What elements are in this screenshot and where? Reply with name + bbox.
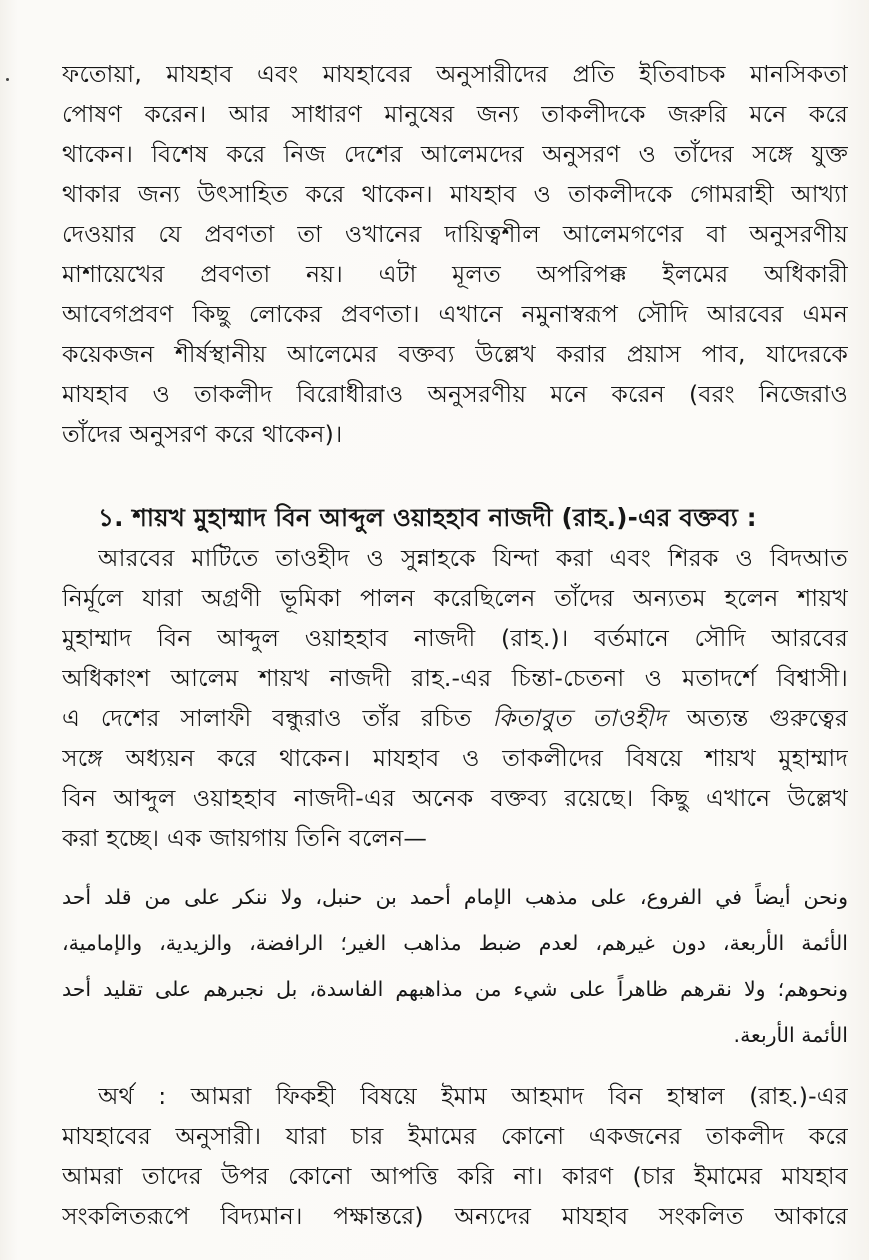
paragraph1-line: তাঁদের অনুসরণ করে থাকেন)। <box>62 420 343 448</box>
book-line-before: এ দেশের সালাফী বন্ধুরাও তাঁর রচিত <box>62 704 493 732</box>
scan-speck <box>6 78 9 81</box>
paragraph2-book-line <box>62 702 848 734</box>
paragraph1-line: কয়েকজন শীর্ষস্থানীয় আলেমের বক্তব্য উল্লেখ করার প্রয়াস পাব, যাদেরকে <box>62 340 848 368</box>
paragraph2-line: অধিকাংশ আলেম শায়খ নাজদী রাহ.-এর চিন্তা-চেতনা ও মতাদর্শে বিশ্বাসী। <box>62 664 848 692</box>
paragraph2-line: আরবের মাটিতে তাওহীদ ও সুন্নাহকে যিন্দা করা এবং শিরক ও বিদআত <box>98 544 848 572</box>
translation-line: অর্থ : আমরা ফিকহী বিষয়ে ইমাম আহমাদ বিন হাম্বাল (রাহ.)-এর <box>98 1082 848 1110</box>
arabic-quote-line: الأئمة الأربعة. <box>733 1023 848 1047</box>
arabic-quote-line: ونحوهم؛ ولا نقرهم ظاهراً على شيء من مذاهبهم الفاسدة، بل نجبرهم على تقليد أحد <box>62 977 848 1001</box>
paragraph2-line: বিন আব্দুল ওয়াহহাব নাজদী-এর অনেক বক্তব্য রয়েছে। কিছু এখানে উল্লেখ <box>62 784 848 812</box>
arabic-quote-line: الأئمة الأربعة، دون غيرهم، لعدم ضبط مذاهب الغير؛ الرافضة، والزيدية، والإمامية، <box>62 931 848 955</box>
paragraph1-line: পোষণ করেন। আর সাধারণ মানুষের জন্য তাকলীদকে জরুরি মনে করে <box>62 100 848 128</box>
paragraph1-line: মাযহাব ও তাকলীদ বিরোধীরাও অনুসরণীয় মনে করেন (বরং নিজেরাও <box>62 380 848 408</box>
translation-line: সংকলিতরূপে বিদ্যমান। পক্ষান্তরে) অন্যদের মাযহাব সংকলিত আকারে <box>62 1202 848 1230</box>
paragraph1-line: মাশায়েখের প্রবণতা নয়। এটা মূলত অপরিপক্ক ইলমের অধিকারী <box>62 260 848 288</box>
arabic-quote-line: ونحن أيضاً في الفروع، على مذهب الإمام أحمد بن حنبل، ولا ننكر على من قلد أحد <box>62 885 848 909</box>
paragraph2-line: মুহাম্মাদ বিন আব্দুল ওয়াহহাব নাজদী (রাহ.)। বর্তমানে সৌদি আরবের <box>62 624 848 652</box>
translation-line: আমরা তাদের উপর কোনো আপত্তি করি না। কারণ (চার ইমামের মাযহাব <box>62 1162 848 1190</box>
section-heading: ১. শায়খ মুহাম্মাদ বিন আব্দুল ওয়াহহাব নাজদী (রাহ.)-এর বক্তব্য : <box>98 503 757 532</box>
book-line-after: অত্যন্ত গুরুত্বের <box>666 704 848 732</box>
paragraph2-line: নির্মূলে যারা অগ্রণী ভূমিকা পালন করেছিলেন তাঁদের অন্যতম হলেন শায়খ <box>62 584 848 612</box>
paragraph1-line: ফতোয়া, মাযহাব এবং মাযহাবের অনুসারীদের প্রতি ইতিবাচক মানসিকতা <box>62 60 848 88</box>
book-title: কিতাবুত তাওহীদ <box>492 704 667 732</box>
paragraph1-line: দেওয়ার যে প্রবণতা তা ওখানের দায়িত্বশীল আলেমগণের বা অনুসরণীয় <box>62 220 848 248</box>
translation-line: মাযহাবের অনুসারী। যারা চার ইমামের কোনো একজনের তাকলীদ করে <box>62 1122 848 1150</box>
paragraph1-line: থাকার জন্য উৎসাহিত করে থাকেন। মাযহাব ও তাকলীদকে গোমরাহী আখ্যা <box>62 180 848 208</box>
paragraph2-line: করা হচ্ছে। এক জায়গায় তিনি বলেন— <box>62 824 428 852</box>
paragraph2-line: সঙ্গে অধ্যয়ন করে থাকেন। মাযহাব ও তাকলীদের বিষয়ে শায়খ মুহাম্মাদ <box>62 744 848 772</box>
paragraph1-line: থাকেন। বিশেষ করে নিজ দেশের আলেমদের অনুসরণ ও তাঁদের সঙ্গে যুক্ত <box>62 140 848 168</box>
paragraph1-line: আবেগপ্রবণ কিছু লোকের প্রবণতা। এখানে নমুনাস্বরূপ সৌদি আরবের এমন <box>62 300 848 328</box>
